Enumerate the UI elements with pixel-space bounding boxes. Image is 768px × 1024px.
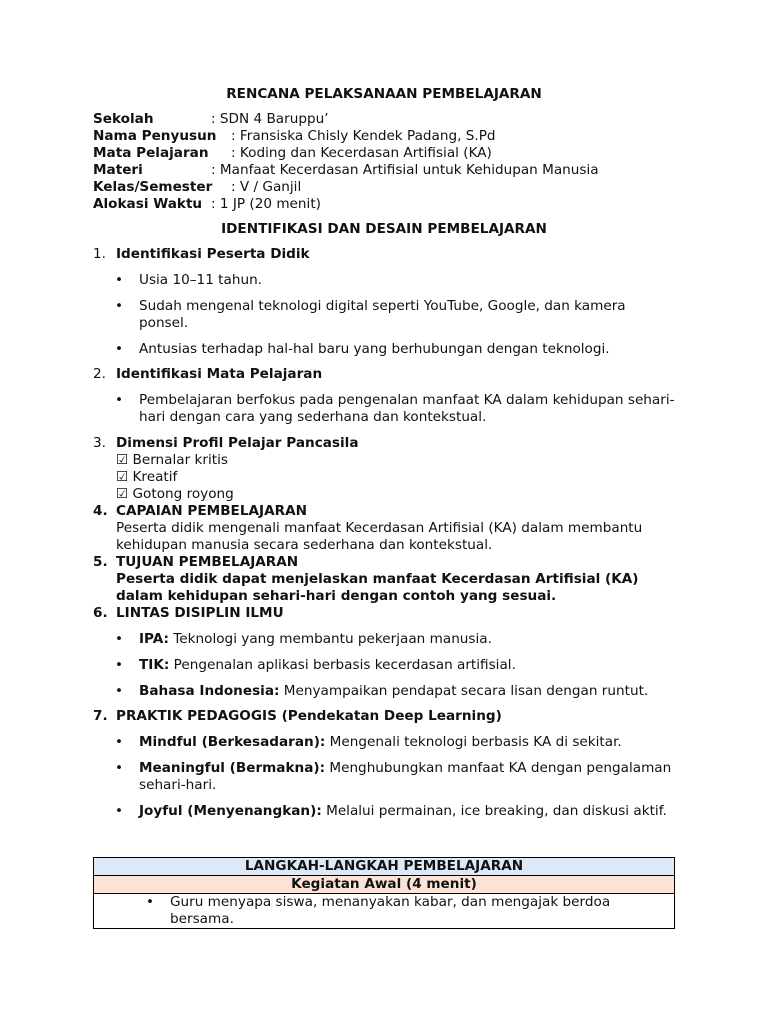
list-item-text: Usia 10–11 tahun.: [139, 272, 263, 288]
bullet-list-7: [93, 734, 675, 820]
meta-value: : 1 JP (20 menit): [211, 196, 321, 212]
meta-label: Alokasi Waktu: [93, 196, 203, 212]
list-item: [93, 392, 675, 426]
table-header: LANGKAH-LANGKAH PEMBELAJARAN: [94, 858, 675, 876]
term: Mindful (Berkesadaran):: [139, 734, 326, 750]
document-page: [93, 80, 675, 820]
learning-steps-table: [93, 857, 675, 929]
bullet-list-1: [93, 272, 675, 358]
section-title-2: Identifikasi Mata Pelajaran: [116, 366, 323, 382]
section-title-6: LINTAS DISIPLIN ILMU: [116, 605, 284, 621]
table-subheader-row: [94, 876, 675, 894]
term-description: Menyampaikan pendapat secara lisan dengan runtut.: [279, 683, 649, 699]
meta-value: : Fransiska Chisly Kendek Padang, S.Pd: [231, 128, 496, 144]
section-title-3: Dimensi Profil Pelajar Pancasila: [116, 435, 359, 451]
list-item: [93, 803, 675, 820]
bullet: •: [146, 894, 155, 910]
term: Joyful (Menyenangkan):: [139, 803, 322, 819]
term: Bahasa Indonesia:: [139, 683, 280, 699]
section-title-5: TUJUAN PEMBELAJARAN: [116, 554, 299, 570]
term-description: Pengenalan aplikasi berbasis kecerdasan artifisial.: [169, 657, 516, 673]
meta-value: : SDN 4 Baruppu’: [211, 111, 329, 127]
section-number: 7.: [93, 708, 108, 724]
meta-row-mapel: [93, 145, 675, 162]
bullet: •: [115, 657, 124, 673]
section-title-4: CAPAIAN PEMBELAJARAN: [116, 503, 307, 519]
section-heading-7: [93, 708, 675, 725]
section-number: 3.: [93, 435, 106, 451]
section-heading-5: [93, 554, 675, 571]
meta-value: : V / Ganjil: [231, 179, 302, 195]
section-heading-3: [93, 435, 675, 452]
term-description: Teknologi yang membantu pekerjaan manusia.: [168, 631, 492, 647]
term-description: Mengenali teknologi berbasis KA di sekitar.: [325, 734, 622, 750]
term: TIK:: [139, 657, 170, 673]
term-description: Melalui permainan, ice breaking, dan diskusi aktif.: [321, 803, 667, 819]
list-item: [93, 683, 675, 700]
table-row: [94, 894, 675, 929]
list-item: [93, 631, 675, 648]
section-number: 1.: [93, 246, 106, 262]
table-cell: [94, 894, 675, 929]
meta-label: Kelas/Semester: [93, 179, 213, 195]
bullet-list-6: [93, 631, 675, 700]
meta-row-materi: [93, 162, 675, 179]
meta-value: : Manfaat Kecerdasan Artifisial untuk Kehidupan Manusia: [211, 162, 599, 178]
bullet: •: [115, 760, 124, 776]
section-number: 6.: [93, 605, 108, 621]
section-heading-2: [93, 366, 675, 383]
checklist: [116, 452, 675, 503]
section-number: 5.: [93, 554, 108, 570]
section-number: 4.: [93, 503, 108, 519]
bullet: •: [115, 734, 124, 750]
meta-row-kelas: [93, 179, 675, 196]
bullet: •: [115, 683, 124, 699]
meta-label: Nama Penyusun: [93, 128, 217, 144]
list-item: [93, 734, 675, 751]
meta-label: Materi: [93, 162, 143, 178]
list-item: [93, 341, 675, 358]
meta-label: Mata Pelajaran: [93, 145, 209, 161]
meta-block: [93, 111, 675, 213]
term: Meaningful (Bermakna):: [139, 760, 326, 776]
section-heading-4: [93, 503, 675, 520]
meta-row-sekolah: [93, 111, 675, 128]
section-text-4: Peserta didik mengenali manfaat Kecerdasan Artifisial (KA) dalam membantu kehidupan manusia secara sederhana dan kontekstual.: [116, 520, 643, 553]
list-item-text: Sudah mengenal teknologi digital seperti YouTube, Google, dan kamera ponsel.: [139, 298, 626, 331]
table-subheader: Kegiatan Awal (4 menit): [94, 876, 675, 894]
list-item: [93, 657, 675, 674]
bullet: •: [115, 631, 124, 647]
meta-label: Sekolah: [93, 111, 154, 127]
term: IPA:: [139, 631, 169, 647]
checked-item: ☑ Gotong royong: [116, 486, 234, 502]
section-number: 2.: [93, 366, 106, 382]
section-title-7: PRAKTIK PEDAGOGIS (Pendekatan Deep Learning): [116, 708, 502, 724]
document-title: RENCANA PELAKSANAAN PEMBELAJARAN: [226, 86, 542, 102]
section-title-1: Identifikasi Peserta Didik: [116, 246, 310, 262]
section-title: IDENTIFIKASI DAN DESAIN PEMBELAJARAN: [221, 221, 547, 237]
checked-item: ☑ Kreatif: [116, 469, 178, 485]
bullet: •: [115, 298, 124, 314]
meta-row-penyusun: [93, 128, 675, 145]
list-item: [93, 298, 675, 332]
meta-value: : Koding dan Kecerdasan Artifisial (KA): [231, 145, 492, 161]
bullet-list-2: [93, 392, 675, 426]
checked-item: ☑ Bernalar kritis: [116, 452, 228, 468]
bullet: •: [115, 803, 124, 819]
section-text-5: Peserta didik dapat menjelaskan manfaat Kecerdasan Artifisial (KA) dalam kehidupan sehari-hari dengan contoh yang sesuai.: [116, 571, 639, 604]
bullet: •: [115, 392, 124, 408]
list-item-text: Pembelajaran berfokus pada pengenalan manfaat KA dalam kehidupan sehari-hari dengan cara yang sederhana dan kontekstual.: [139, 392, 675, 425]
list-item: [93, 272, 675, 289]
meta-row-alokasi: [93, 196, 675, 213]
list-item-text: Antusias terhadap hal-hal baru yang berhubungan dengan teknologi.: [139, 341, 610, 357]
section-heading-6: [93, 605, 675, 622]
bullet: •: [115, 272, 124, 288]
term-description: Menghubungkan manfaat KA dengan pengalaman sehari-hari.: [139, 760, 672, 793]
bullet: •: [115, 341, 124, 357]
section-heading-1: [93, 246, 675, 263]
list-item: [93, 760, 675, 794]
table-header-row: [94, 858, 675, 876]
table-cell-text: Guru menyapa siswa, menanyakan kabar, dan mengajak berdoa bersama.: [170, 894, 611, 927]
